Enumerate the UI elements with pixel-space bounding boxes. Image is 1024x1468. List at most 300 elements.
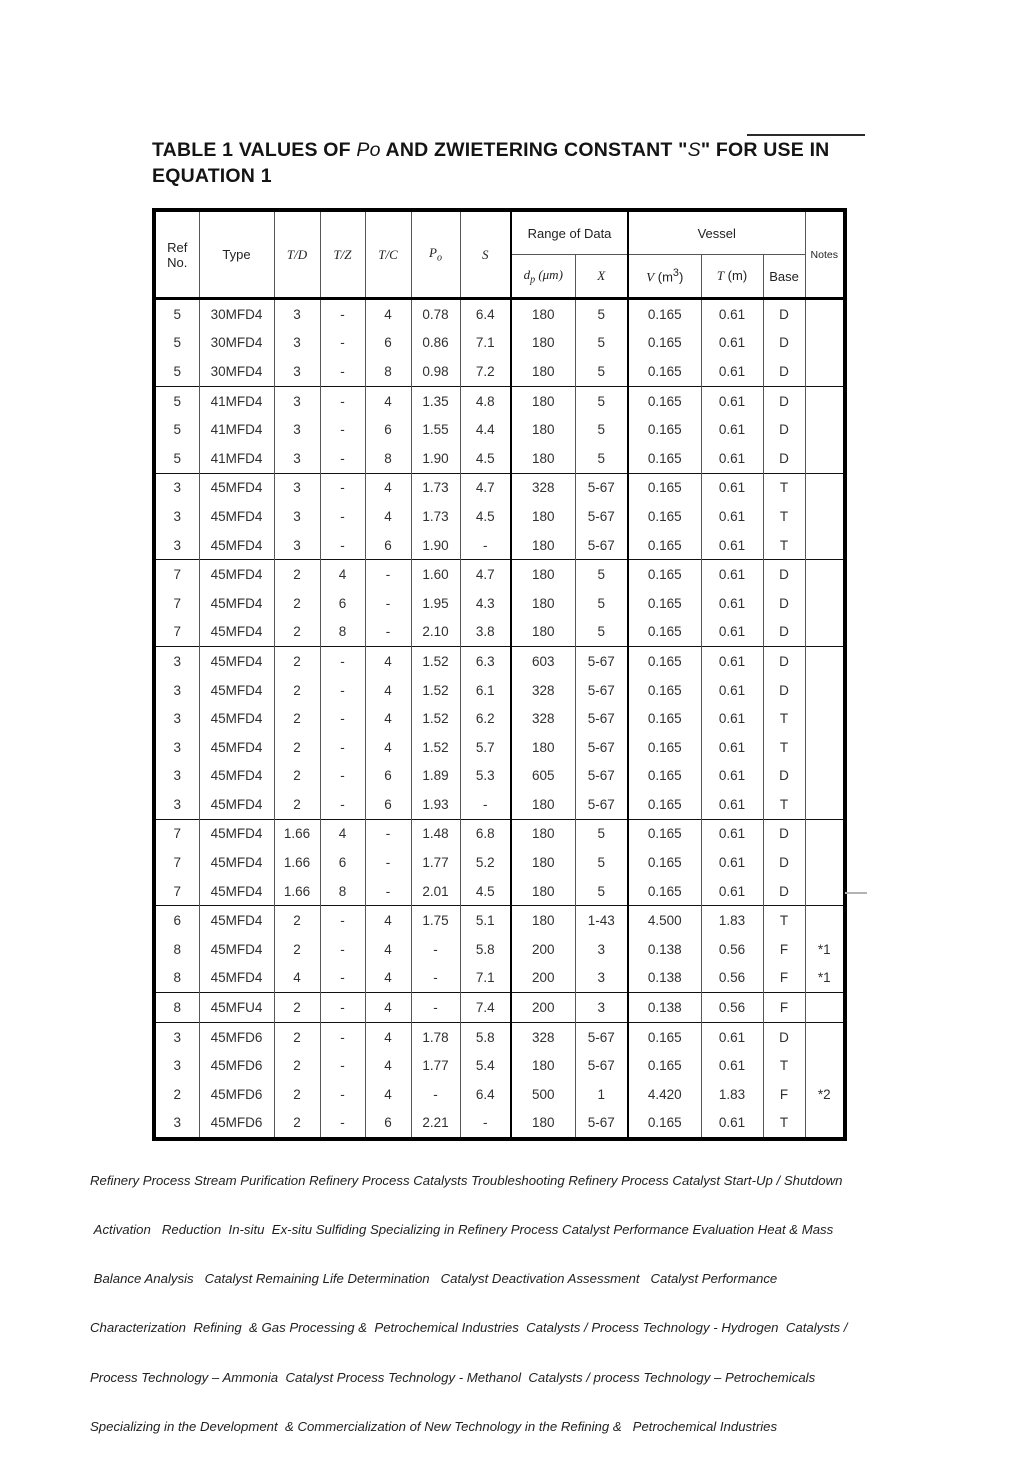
cell-base: T bbox=[763, 733, 805, 762]
cell-notes bbox=[805, 1109, 845, 1140]
cell-t-m: 0.61 bbox=[701, 560, 763, 589]
cell-t-d: 1.66 bbox=[274, 819, 320, 848]
cell-notes bbox=[805, 618, 845, 647]
footer-text bbox=[90, 1140, 978, 1468]
cell-base: D bbox=[763, 560, 805, 589]
footer-line: Activation Reduction In-situ Ex-situ Sulfiding Specializing in Refinery Process Catalyst Performance Evaluation Heat & Mass bbox=[90, 1222, 834, 1238]
cell-t-c: 6 bbox=[365, 415, 411, 444]
cell-base: D bbox=[763, 848, 805, 877]
cell-v-m3: 0.165 bbox=[628, 819, 701, 848]
cell-ref-no: 3 bbox=[154, 647, 199, 676]
cell-dp-um: 180 bbox=[511, 877, 575, 906]
cell-notes bbox=[805, 415, 845, 444]
cell-ref-no: 7 bbox=[154, 560, 199, 589]
cell-ref-no: 3 bbox=[173, 739, 181, 755]
cell-t-m: 0.61 bbox=[701, 704, 763, 733]
cell-v-m3: 0.165 bbox=[628, 647, 701, 676]
cell-dp-um: 180 bbox=[511, 1109, 575, 1140]
cell-t-d: 1.66 bbox=[274, 848, 320, 877]
col-header-t-c: T/C bbox=[365, 210, 411, 299]
cell-x: 5 bbox=[575, 819, 628, 848]
cell-type: 45MFD4 bbox=[199, 647, 274, 676]
cell-notes: *1 bbox=[805, 964, 845, 993]
cell-base: F bbox=[763, 1080, 805, 1109]
cell-notes bbox=[805, 906, 845, 935]
cell-x: 5-67 bbox=[575, 790, 628, 819]
cell-po: 0.78 bbox=[411, 299, 460, 329]
cell-t-c: 6 bbox=[365, 1109, 411, 1140]
cell-s: 7.2 bbox=[460, 357, 511, 386]
title-line2: EQUATION 1 bbox=[152, 164, 272, 187]
table-row bbox=[154, 444, 845, 473]
cell-v-m3: 4.500 bbox=[628, 906, 701, 935]
cell-t-z: - bbox=[320, 704, 365, 733]
table-header bbox=[154, 210, 845, 299]
cell-t-c: 4 bbox=[365, 733, 411, 762]
cell-t-c: 6 bbox=[365, 531, 411, 560]
cell-v-m3: 0.165 bbox=[628, 444, 701, 473]
cell-s: 6.1 bbox=[460, 676, 511, 705]
cell-notes bbox=[805, 733, 845, 762]
cell-t-c: 4 bbox=[365, 386, 411, 415]
cell-dp-um: 500 bbox=[511, 1080, 575, 1109]
cell-ref-no: 3 bbox=[173, 1058, 181, 1074]
cell-ref-no: 8 bbox=[173, 941, 181, 957]
cell-s: 7.1 bbox=[460, 329, 511, 358]
cell-dp-um: 180 bbox=[511, 1051, 575, 1080]
cell-x: 5-67 bbox=[575, 1022, 628, 1051]
table-row bbox=[154, 560, 845, 589]
cell-ref-no: 6 bbox=[154, 906, 199, 935]
cell-dp-um: 180 bbox=[511, 589, 575, 618]
cell-po: - bbox=[411, 993, 460, 1023]
cell-t-z: - bbox=[320, 906, 365, 935]
cell-type: 45MFD4 bbox=[199, 473, 274, 502]
cell-t-m: 0.61 bbox=[701, 819, 763, 848]
cell-dp-um: 605 bbox=[511, 762, 575, 791]
cell-type: 45MFD6 bbox=[199, 1080, 274, 1109]
cell-dp-um: 200 bbox=[511, 935, 575, 964]
page-title: TABLE 1 VALUES OF Po AND ZWIETERING CONSTANT "S" FOR USE IN EQUATION 1 bbox=[152, 139, 830, 187]
cell-s: 5.2 bbox=[460, 848, 511, 877]
cell-ref-no: 7 bbox=[154, 819, 199, 848]
cell-t-c: - bbox=[365, 819, 411, 848]
cell-notes bbox=[805, 676, 845, 705]
cell-v-m3: 0.165 bbox=[628, 618, 701, 647]
cell-x: 5-67 bbox=[575, 473, 628, 502]
cell-s: 4.5 bbox=[460, 444, 511, 473]
cell-base: T bbox=[763, 704, 805, 733]
table-row bbox=[154, 819, 845, 848]
cell-notes: *1 bbox=[805, 935, 845, 964]
cell-x: 5 bbox=[575, 299, 628, 329]
cell-t-c: 4 bbox=[365, 502, 411, 531]
cell-s: 6.4 bbox=[460, 1080, 511, 1109]
cell-dp-um: 200 bbox=[511, 993, 575, 1023]
cell-s: 6.2 bbox=[460, 704, 511, 733]
cell-t-c: - bbox=[365, 618, 411, 647]
table-row bbox=[154, 299, 845, 329]
cell-ref-no: 3 bbox=[173, 1115, 181, 1131]
cell-t-c: - bbox=[365, 560, 411, 589]
cell-ref-no: 5 bbox=[173, 422, 181, 438]
cell-ref-no: 5 bbox=[154, 386, 199, 415]
cell-dp-um: 180 bbox=[511, 386, 575, 415]
cell-dp-um: 200 bbox=[511, 964, 575, 993]
cell-po: 1.52 bbox=[411, 676, 460, 705]
cell-x: 5 bbox=[575, 444, 628, 473]
cell-ref-no: 5 bbox=[173, 335, 181, 351]
cell-t-m: 0.61 bbox=[701, 531, 763, 560]
cell-dp-um: 180 bbox=[511, 733, 575, 762]
cell-notes bbox=[805, 502, 845, 531]
cell-x: 5 bbox=[575, 357, 628, 386]
cell-s: 3.8 bbox=[460, 618, 511, 647]
cell-t-m: 1.83 bbox=[701, 1080, 763, 1109]
cell-type: 45MFD6 bbox=[199, 1109, 274, 1140]
cell-ref-no: 3 bbox=[154, 473, 199, 502]
cell-t-m: 0.56 bbox=[701, 993, 763, 1023]
cell-t-c: 4 bbox=[365, 964, 411, 993]
cell-v-m3: 0.138 bbox=[628, 964, 701, 993]
cell-notes bbox=[805, 704, 845, 733]
cell-t-m: 1.83 bbox=[701, 906, 763, 935]
cell-dp-um: 180 bbox=[511, 560, 575, 589]
cell-v-m3: 0.165 bbox=[628, 762, 701, 791]
cell-t-m: 0.61 bbox=[701, 618, 763, 647]
footer-line: Refinery Process Stream Purification Refinery Process Catalysts Troubleshooting Refinery Process Catalyst Start-Up / Shutdown bbox=[90, 1172, 843, 1188]
cell-t-m: 0.61 bbox=[701, 1022, 763, 1051]
cell-s: 5.8 bbox=[460, 1022, 511, 1051]
cell-v-m3: 0.165 bbox=[628, 473, 701, 502]
cell-po: 1.35 bbox=[411, 386, 460, 415]
cell-v-m3: 0.165 bbox=[628, 704, 701, 733]
cell-t-c: 4 bbox=[365, 906, 411, 935]
cell-x: 5-67 bbox=[575, 762, 628, 791]
cell-type: 30MFD4 bbox=[199, 329, 274, 358]
cell-po: 1.89 bbox=[411, 762, 460, 791]
cell-t-m: 0.61 bbox=[701, 473, 763, 502]
table-row bbox=[154, 618, 845, 647]
table-row bbox=[154, 386, 845, 415]
cell-v-m3: 0.165 bbox=[628, 676, 701, 705]
cell-s: 7.4 bbox=[460, 993, 511, 1023]
cell-notes bbox=[805, 647, 845, 676]
table-row bbox=[154, 502, 845, 531]
cell-v-m3: 0.165 bbox=[628, 1022, 701, 1051]
cell-v-m3: 0.165 bbox=[628, 733, 701, 762]
cell-po: 0.98 bbox=[411, 357, 460, 386]
cell-t-z: - bbox=[320, 790, 365, 819]
cell-po: 1.55 bbox=[411, 415, 460, 444]
table-row bbox=[154, 676, 845, 705]
cell-v-m3: 0.165 bbox=[628, 877, 701, 906]
table-row bbox=[154, 848, 845, 877]
col-header-dp-um: $d_p$ (μm) bbox=[511, 255, 575, 299]
cell-po: - bbox=[411, 964, 460, 993]
cell-notes bbox=[805, 357, 845, 386]
group-header-range-of-data: Range of Data bbox=[511, 210, 628, 255]
cell-x: 5-67 bbox=[575, 502, 628, 531]
cell-x: 1-43 bbox=[575, 906, 628, 935]
cell-v-m3: 0.165 bbox=[628, 560, 701, 589]
cell-t-d: 2 bbox=[274, 935, 320, 964]
cell-t-z: - bbox=[320, 1051, 365, 1080]
cell-t-z: 8 bbox=[320, 618, 365, 647]
cell-po: 1.48 bbox=[411, 819, 460, 848]
cell-ref-no: 7 bbox=[173, 883, 181, 899]
cell-t-m: 0.61 bbox=[701, 329, 763, 358]
cell-base: F bbox=[763, 964, 805, 993]
cell-t-d: 3 bbox=[274, 415, 320, 444]
cell-type: 41MFD4 bbox=[199, 444, 274, 473]
cell-x: 5 bbox=[575, 589, 628, 618]
cell-dp-um: 180 bbox=[511, 357, 575, 386]
cell-t-z: - bbox=[320, 1109, 365, 1140]
cell-type: 45MFD4 bbox=[199, 935, 274, 964]
cell-dp-um: 180 bbox=[511, 531, 575, 560]
cell-ref-no: 3 bbox=[173, 682, 181, 698]
cell-ref-no: 3 bbox=[154, 1022, 199, 1051]
cell-base: D bbox=[763, 618, 805, 647]
cell-t-d: 3 bbox=[274, 531, 320, 560]
cell-notes bbox=[805, 589, 845, 618]
cell-s: 5.4 bbox=[460, 1051, 511, 1080]
cell-s: - bbox=[460, 531, 511, 560]
cell-t-m: 0.61 bbox=[701, 762, 763, 791]
cell-ref-no: 3 bbox=[173, 796, 181, 812]
cell-po: 1.73 bbox=[411, 473, 460, 502]
cell-t-z: - bbox=[320, 444, 365, 473]
cell-t-m: 0.61 bbox=[701, 733, 763, 762]
cell-type: 45MFD4 bbox=[199, 790, 274, 819]
table-row bbox=[154, 329, 845, 358]
cell-v-m3: 0.165 bbox=[628, 386, 701, 415]
cell-v-m3: 0.165 bbox=[628, 1051, 701, 1080]
cell-t-d: 2 bbox=[274, 762, 320, 791]
cell-t-c: 6 bbox=[365, 329, 411, 358]
cell-t-d: 2 bbox=[274, 993, 320, 1023]
cell-x: 5-67 bbox=[575, 531, 628, 560]
cell-po: 1.90 bbox=[411, 444, 460, 473]
cell-type: 45MFD4 bbox=[199, 848, 274, 877]
cell-type: 45MFD6 bbox=[199, 1051, 274, 1080]
cell-dp-um: 180 bbox=[511, 444, 575, 473]
cell-base: D bbox=[763, 329, 805, 358]
cell-po: 1.52 bbox=[411, 704, 460, 733]
cell-s: - bbox=[460, 790, 511, 819]
table-row bbox=[154, 733, 845, 762]
cell-t-c: 4 bbox=[365, 473, 411, 502]
cell-t-m: 0.61 bbox=[701, 299, 763, 329]
cell-t-d: 2 bbox=[274, 589, 320, 618]
cell-t-c: 4 bbox=[365, 1051, 411, 1080]
table-row bbox=[154, 1051, 845, 1080]
cell-x: 1 bbox=[575, 1080, 628, 1109]
table-row bbox=[154, 762, 845, 791]
col-header-po: $P_o$ bbox=[411, 210, 460, 299]
cell-t-c: 6 bbox=[365, 790, 411, 819]
cell-type: 45MFD4 bbox=[199, 618, 274, 647]
cell-t-z: - bbox=[320, 993, 365, 1023]
cell-t-z: - bbox=[320, 473, 365, 502]
cell-t-c: 6 bbox=[365, 762, 411, 791]
cell-x: 5-67 bbox=[575, 647, 628, 676]
cell-t-c: 8 bbox=[365, 357, 411, 386]
cell-type: 45MFD4 bbox=[199, 906, 274, 935]
cell-t-c: - bbox=[365, 589, 411, 618]
group-header-vessel: Vessel bbox=[628, 210, 805, 255]
cell-s: 4.4 bbox=[460, 415, 511, 444]
cell-base: D bbox=[763, 415, 805, 444]
cell-t-m: 0.61 bbox=[701, 790, 763, 819]
cell-v-m3: 0.165 bbox=[628, 329, 701, 358]
col-header-type: Type bbox=[199, 210, 274, 299]
title-s-symbol: S bbox=[687, 139, 701, 161]
footer-line: Balance Analysis Catalyst Remaining Life Determination Catalyst Deactivation Assessment Catalyst Performance bbox=[90, 1271, 778, 1287]
cell-v-m3: 0.165 bbox=[628, 299, 701, 329]
col-header-notes: Notes bbox=[805, 210, 845, 299]
cell-base: D bbox=[763, 819, 805, 848]
cell-t-c: 4 bbox=[365, 993, 411, 1023]
cell-ref-no: 7 bbox=[173, 624, 181, 640]
table-body bbox=[154, 299, 845, 1140]
cell-t-z: - bbox=[320, 329, 365, 358]
cell-t-d: 3 bbox=[274, 329, 320, 358]
cell-po: 1.77 bbox=[411, 1051, 460, 1080]
cell-t-m: 0.61 bbox=[701, 1051, 763, 1080]
cell-notes bbox=[805, 473, 845, 502]
cell-type: 45MFD4 bbox=[199, 589, 274, 618]
cell-base: F bbox=[763, 993, 805, 1023]
cell-s: 6.3 bbox=[460, 647, 511, 676]
cell-dp-um: 180 bbox=[511, 618, 575, 647]
cell-t-d: 2 bbox=[274, 647, 320, 676]
cell-s: 4.3 bbox=[460, 589, 511, 618]
col-header-t-d: T/D bbox=[274, 210, 320, 299]
cell-t-d: 1.66 bbox=[274, 877, 320, 906]
cell-po: 1.73 bbox=[411, 502, 460, 531]
cell-base: D bbox=[763, 647, 805, 676]
table-row bbox=[154, 964, 845, 993]
table-row bbox=[154, 790, 845, 819]
cell-s: 5.3 bbox=[460, 762, 511, 791]
cell-t-d: 2 bbox=[274, 704, 320, 733]
cell-po: 1.93 bbox=[411, 790, 460, 819]
cell-t-z: - bbox=[320, 386, 365, 415]
cell-base: T bbox=[763, 1051, 805, 1080]
cell-ref-no: 3 bbox=[173, 768, 181, 784]
cell-s: - bbox=[460, 1109, 511, 1140]
cell-dp-um: 180 bbox=[511, 790, 575, 819]
cell-notes bbox=[805, 993, 845, 1023]
cell-dp-um: 180 bbox=[511, 502, 575, 531]
cell-t-m: 0.61 bbox=[701, 357, 763, 386]
cell-t-d: 3 bbox=[274, 357, 320, 386]
cell-base: D bbox=[763, 877, 805, 906]
cell-s: 7.1 bbox=[460, 964, 511, 993]
cell-t-z: - bbox=[320, 964, 365, 993]
footer-line: Specializing in the Development & Commercialization of New Technology in the Refining & Petrochemical Industries bbox=[90, 1418, 778, 1434]
cell-t-m: 0.61 bbox=[701, 676, 763, 705]
table-row bbox=[154, 357, 845, 386]
cell-t-m: 0.61 bbox=[701, 444, 763, 473]
cell-t-m: 0.56 bbox=[701, 935, 763, 964]
cell-base: T bbox=[763, 502, 805, 531]
cell-x: 3 bbox=[575, 964, 628, 993]
table-row bbox=[154, 415, 845, 444]
cell-po: 1.52 bbox=[411, 733, 460, 762]
cell-notes bbox=[805, 444, 845, 473]
cell-dp-um: 180 bbox=[511, 415, 575, 444]
table-row bbox=[154, 1022, 845, 1051]
cell-t-c: - bbox=[365, 848, 411, 877]
cell-t-d: 2 bbox=[274, 1080, 320, 1109]
cell-ref-no: 5 bbox=[173, 363, 181, 379]
cell-x: 3 bbox=[575, 993, 628, 1023]
cell-dp-um: 180 bbox=[511, 819, 575, 848]
cell-x: 5-67 bbox=[575, 733, 628, 762]
table-row bbox=[154, 1080, 845, 1109]
cell-t-d: 3 bbox=[274, 299, 320, 329]
cell-s: 4.5 bbox=[460, 502, 511, 531]
cell-t-d: 3 bbox=[274, 502, 320, 531]
cell-base: T bbox=[763, 1109, 805, 1140]
cell-notes bbox=[805, 386, 845, 415]
cell-x: 5 bbox=[575, 848, 628, 877]
cell-t-z: - bbox=[320, 415, 365, 444]
table-row bbox=[154, 589, 845, 618]
footer-line: Process Technology – Ammonia Catalyst Process Technology - Methanol Catalysts / process Technology – Petrochemicals bbox=[90, 1369, 816, 1385]
cell-t-z: 8 bbox=[320, 877, 365, 906]
cell-t-d: 2 bbox=[274, 906, 320, 935]
cell-base: F bbox=[763, 935, 805, 964]
cell-dp-um: 180 bbox=[511, 299, 575, 329]
cell-notes bbox=[805, 560, 845, 589]
cell-notes bbox=[805, 819, 845, 848]
cell-type: 41MFD4 bbox=[199, 415, 274, 444]
cell-s: 5.7 bbox=[460, 733, 511, 762]
cell-t-d: 2 bbox=[274, 618, 320, 647]
cell-t-m: 0.61 bbox=[701, 589, 763, 618]
table-row bbox=[154, 1109, 845, 1140]
cell-po: - bbox=[411, 1080, 460, 1109]
cell-notes bbox=[805, 531, 845, 560]
cell-base: T bbox=[763, 906, 805, 935]
cell-t-d: 4 bbox=[274, 964, 320, 993]
table-row bbox=[154, 704, 845, 733]
cell-t-c: 4 bbox=[365, 935, 411, 964]
cell-type: 45MFD4 bbox=[199, 964, 274, 993]
cell-x: 5 bbox=[575, 415, 628, 444]
cell-dp-um: 328 bbox=[511, 676, 575, 705]
cell-s: 5.1 bbox=[460, 906, 511, 935]
cell-t-c: 4 bbox=[365, 647, 411, 676]
cell-base: D bbox=[763, 444, 805, 473]
cell-t-d: 3 bbox=[274, 473, 320, 502]
cell-s: 4.8 bbox=[460, 386, 511, 415]
cell-t-m: 0.61 bbox=[701, 502, 763, 531]
data-table bbox=[152, 208, 847, 1141]
cell-po: 2.10 bbox=[411, 618, 460, 647]
cell-base: D bbox=[763, 762, 805, 791]
cell-v-m3: 0.138 bbox=[628, 993, 701, 1023]
cell-t-m: 0.61 bbox=[701, 848, 763, 877]
header-overline-rule bbox=[747, 134, 865, 136]
cell-po: 1.75 bbox=[411, 906, 460, 935]
cell-t-z: 4 bbox=[320, 819, 365, 848]
cell-dp-um: 180 bbox=[511, 329, 575, 358]
